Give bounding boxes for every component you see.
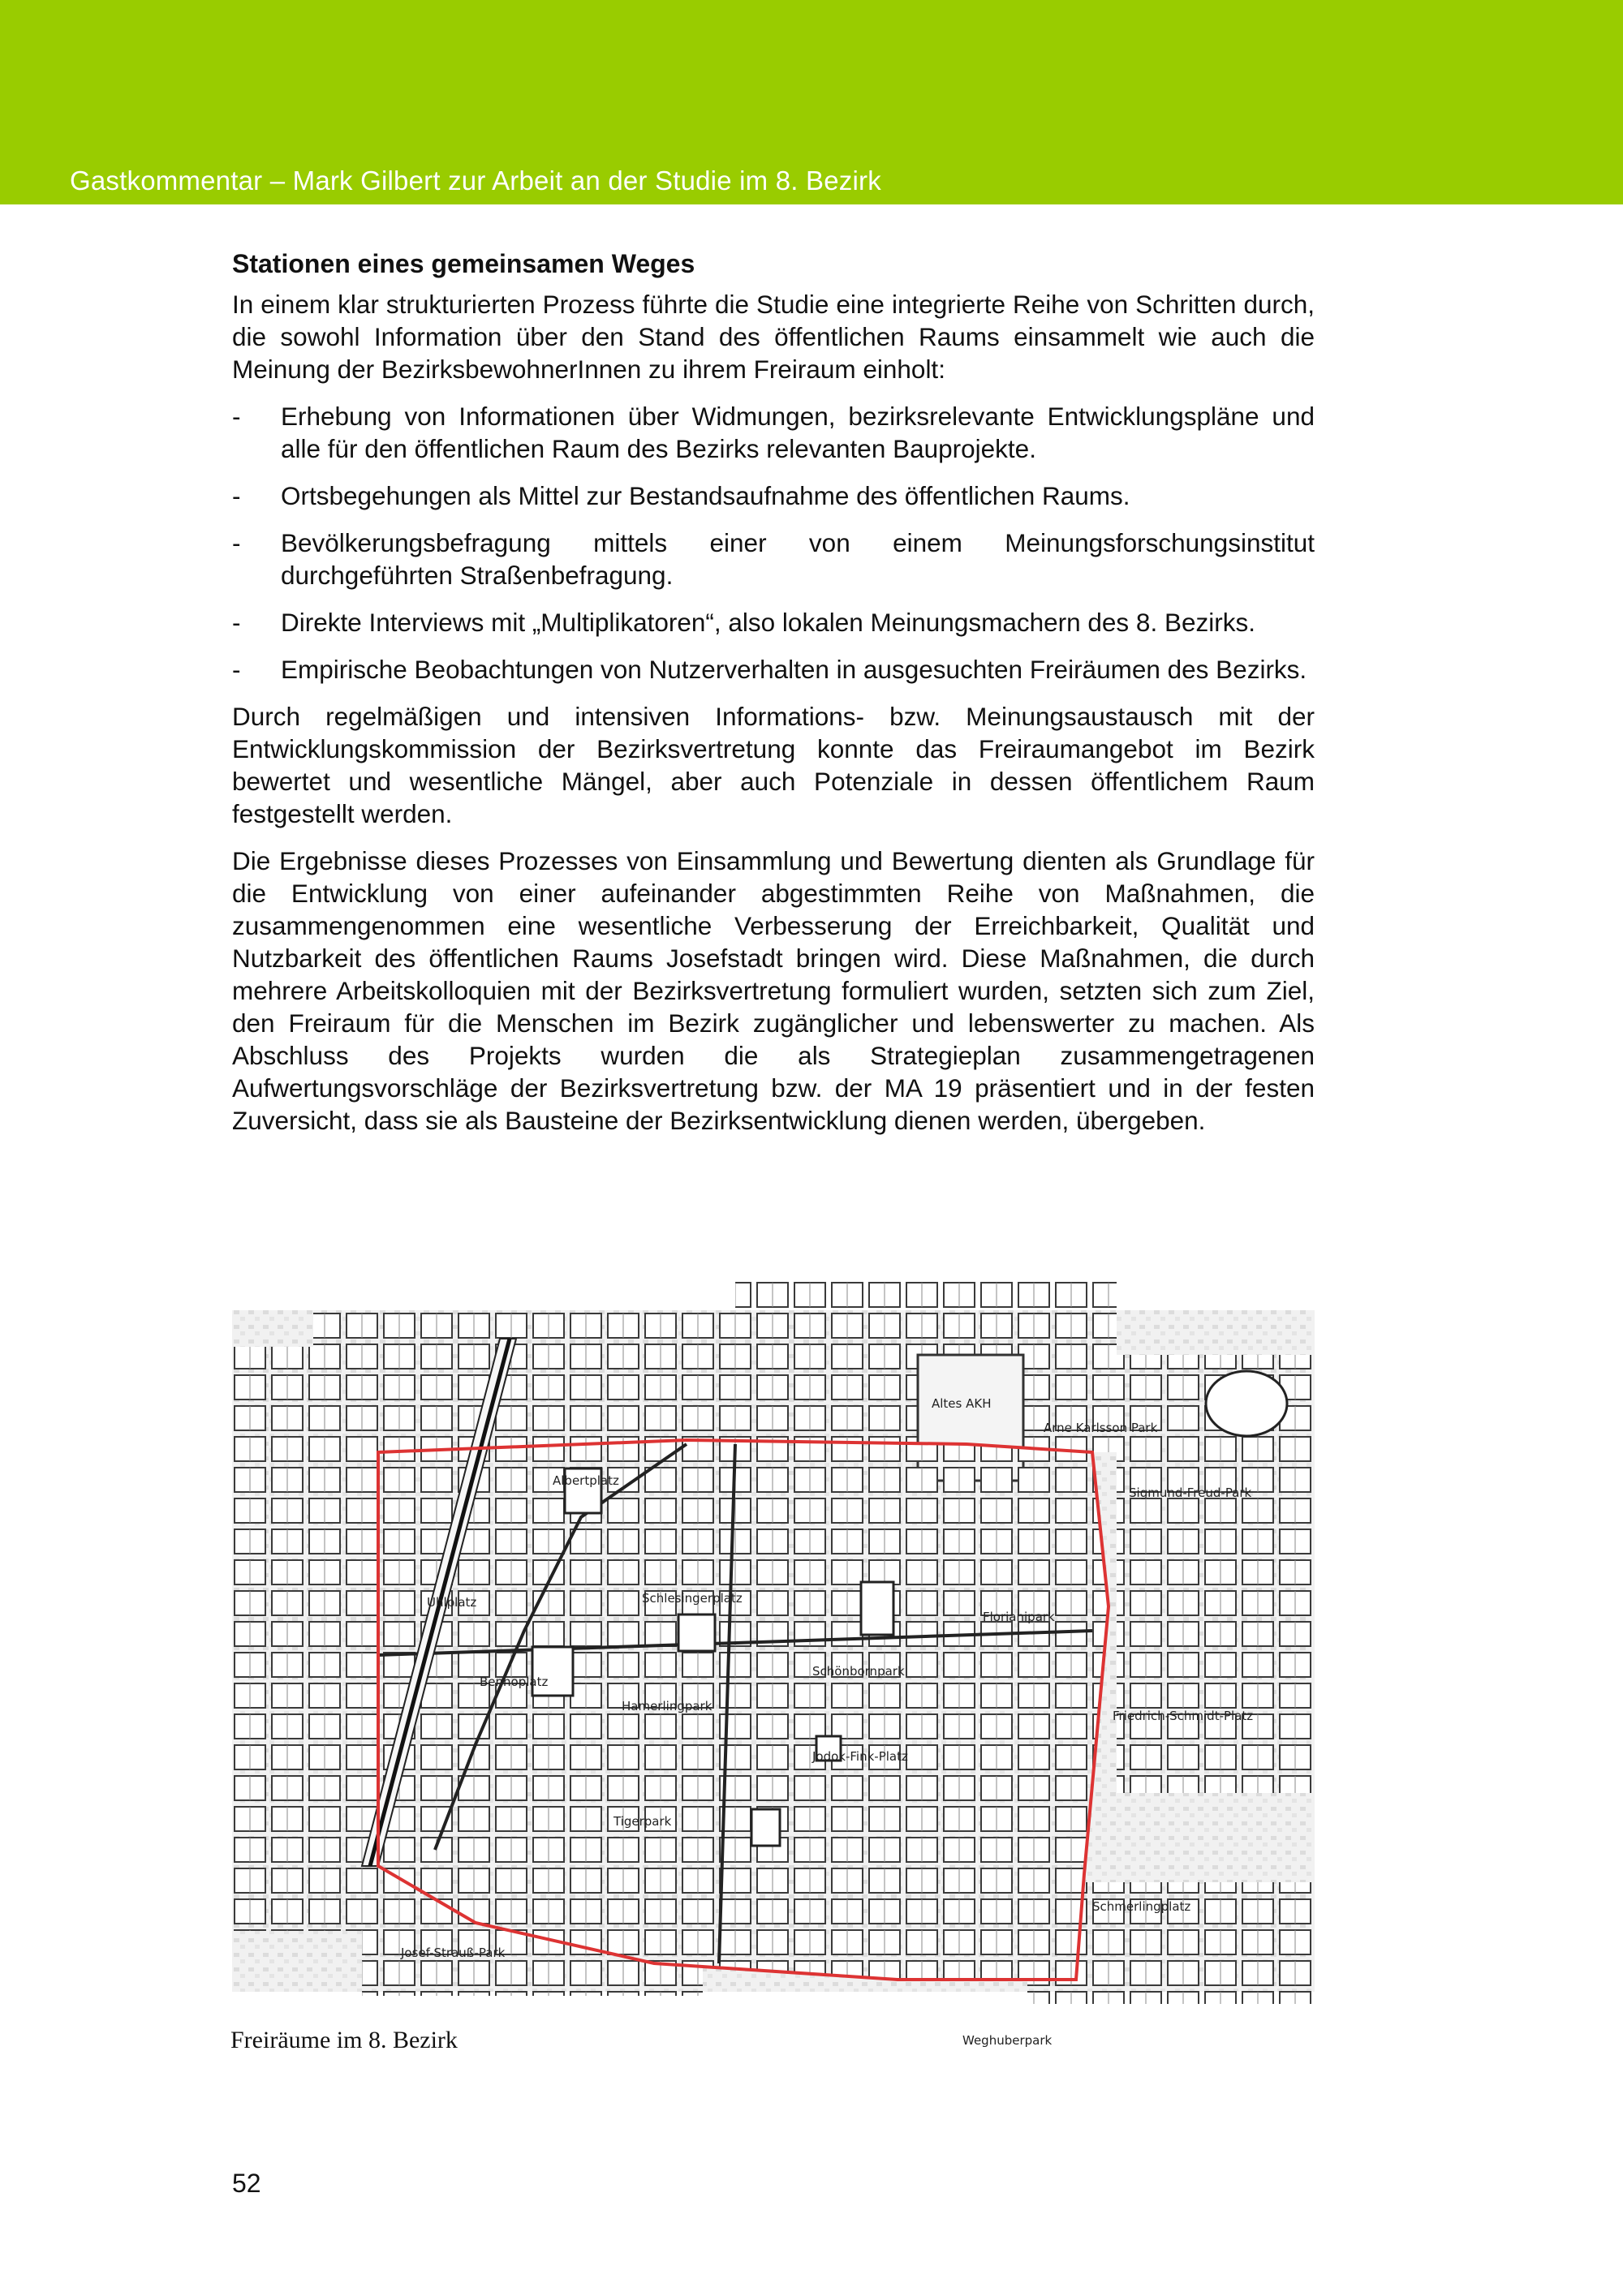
label-arne-karlsson-park: Arne Karlsson Park (1044, 1421, 1158, 1435)
figure-caption: Freiräume im 8. Bezirk (230, 2027, 463, 2054)
list-item-text: Ortsbegehungen als Mittel zur Bestandsaufnahme des öffentlichen Raums. (281, 481, 1130, 510)
schoenbornpark-area (861, 1582, 893, 1635)
body-paragraph-2: Durch regelmäßigen und intensiven Informations- bzw. Meinungsaustausch mit der Entwicklungskommission der Bezirksvertretung konnte das Freiraumangebot im Bezirk bewertet und wesentliche Mängel, aber auch Potenziale in dessen öffentlichem Raum festgestellt werden. (232, 702, 1315, 828)
label-weghuberpark: Weghuberpark (962, 2033, 1053, 2048)
bullet-dash: - (232, 481, 241, 510)
list-item-text: Empirische Beobachtungen von Nutzerverhalten in ausgesuchten Freiräumen des Bezirks. (281, 655, 1307, 684)
label-tigerpark: Tigerpark (613, 1814, 672, 1829)
list-item (232, 400, 1315, 465)
district-blocks (378, 1440, 1109, 1980)
main-content (232, 247, 1315, 1151)
list-item (232, 606, 1315, 638)
intro-paragraph: In einem klar strukturierten Prozess führte die Studie eine integrierte Reihe von Schritten durch, die sowohl Information über den Stand des öffentlichen Raums einsammelt wie auch die Meinung der BezirksbewohnerInnen zu ihrem Freiraum einholt: (232, 290, 1315, 384)
page-number: 52 (232, 2169, 261, 2198)
bullet-dash: - (232, 528, 241, 557)
list-item-text: Direkte Interviews mit „Multiplikatoren“, also lokalen Meinungsmachern des 8. Bezirks. (281, 608, 1255, 637)
label-albertplatz: Albertplatz (553, 1473, 619, 1488)
schlesingerplatz-area (678, 1615, 715, 1651)
label-friedrich-schmidt-platz: Friedrich-Schmidt-Platz (1113, 1709, 1254, 1723)
bullet-dash: - (232, 608, 241, 637)
list-item (232, 479, 1315, 512)
bullet-dash: - (232, 655, 241, 684)
label-schmerlingplatz: Schmerlingplatz (1092, 1899, 1191, 1914)
list-item-text: Erhebung von Informationen über Widmungen, bezirksrelevante Entwicklungspläne und alle für den öffentlichen Raum des Bezirks relevanten Bauprojekte. (281, 402, 1315, 463)
section-heading: Stationen eines gemeinsamen Weges (232, 249, 695, 278)
header-title: Gastkommentar – Mark Gilbert zur Arbeit an der Studie im 8. Bezirk (70, 166, 881, 196)
label-josef-strauss-park: Josef-Strauß-Park (401, 1946, 506, 1960)
arne-karlsson-park-area (1206, 1371, 1287, 1436)
list-item (232, 527, 1315, 591)
label-schoenbornpark: Schönbornpark (812, 1664, 905, 1679)
label-hamerlingpark: Hamerlingpark (622, 1699, 712, 1713)
label-uhlplatz: Uhlplatz (427, 1595, 477, 1610)
label-schlesingerplatz: Schlesingerplatz (642, 1591, 743, 1606)
process-steps-list (232, 400, 1315, 686)
body-paragraph-3: Die Ergebnisse dieses Prozesses von Einsammlung und Bewertung dienten als Grundlage für die Entwicklung von einer aufeinander abgestimmten Reihe von Maßnahmen, die zusammengenommen eine wesentliche Verbesserung der Erreichbarkeit, Qualität und Nutzbarkeit des öffentlichen Raums Josefstadt bringen wird. Diese Maßnahmen, die durch mehrere Arbeitskolloquien mit der Bezirksvertretung formuliert wurden, setzten sich zum Ziel, den Freiraum für die Menschen im Bezirk zugänglicher und lebenswerter zu machen. Als Abschluss des Projekts wurden die als Strategieplan zusammengetragenen Aufwertungsvorschläge der Bezirksvertretung bzw. der MA 19 präsentiert und in der festen Zuversicht, dass sie als Bausteine der Bezirksentwicklung dienen werden, übergeben. (232, 846, 1315, 1135)
label-sigmund-freud-park: Sigmund-Freud-Park (1129, 1486, 1252, 1500)
label-jodok-fink-platz: Jodok-Fink-Platz (812, 1749, 908, 1764)
tigerpark-area (751, 1809, 780, 1846)
list-item-text: Bevölkerungsbefragung mittels einer von einem Meinungsforschungsinstitut durchgeführten Straßenbefragung. (281, 528, 1315, 590)
bullet-dash: - (232, 402, 241, 431)
list-item (232, 653, 1315, 686)
label-bennoplatz: Bennoplatz (480, 1675, 549, 1689)
street-blocks-west (232, 1347, 386, 1931)
label-altes-akh: Altes AKH (932, 1396, 992, 1411)
district-map-figure (232, 1249, 1315, 2069)
label-florianipark: Florianipark (983, 1610, 1055, 1624)
district-map (232, 1249, 1315, 2069)
